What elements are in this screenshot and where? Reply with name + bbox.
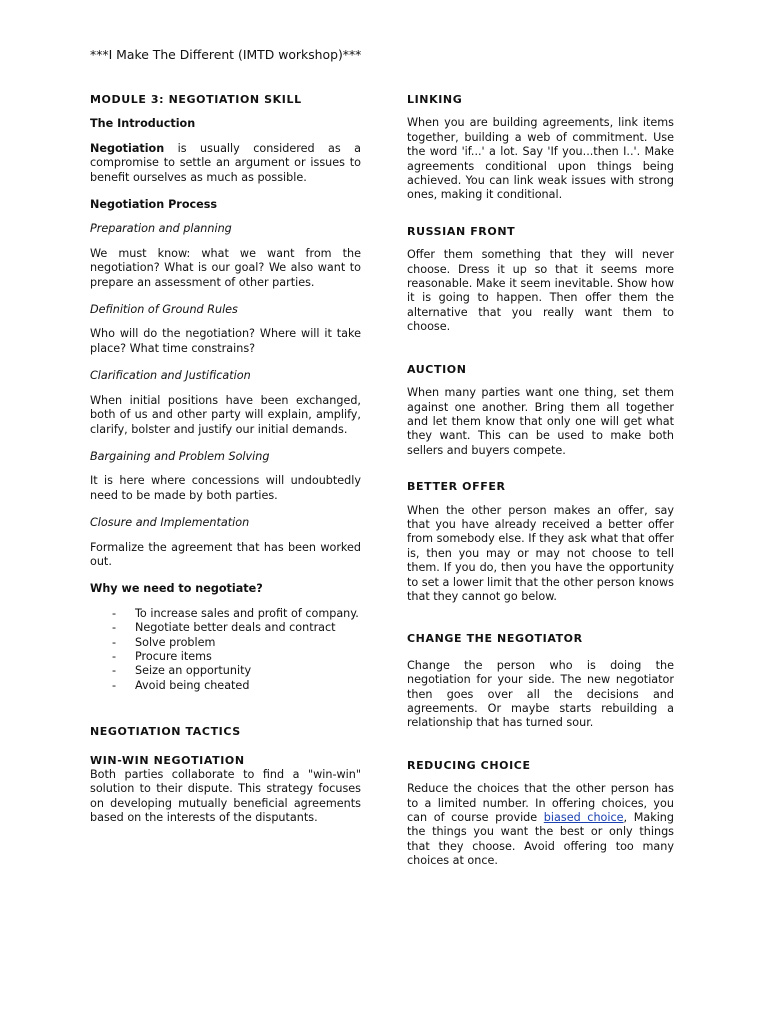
rules-text: Who will do the negotiation? Where will it take place? What time constrains? — [90, 327, 361, 355]
list-item: - Procure items — [112, 650, 361, 664]
better-offer-heading: BETTER OFFER — [407, 480, 506, 494]
winwin-heading: WIN-WIN NEGOTIATION — [90, 753, 245, 767]
intro-paragraph — [90, 142, 361, 185]
reducing-choice-text — [407, 782, 674, 868]
document-header: ***I Make The Different (IMTD workshop)*** — [90, 47, 362, 62]
left-column — [90, 93, 361, 839]
auction-text: When many parties want one thing, set them against one another. Bring them all together and let them know that only one will get what they want. This can be used to make both sellers and buyers compete. — [407, 386, 674, 457]
closure-text: Formalize the agreement that has been worked out. — [90, 540, 361, 568]
list-item: - To increase sales and profit of company. — [112, 607, 361, 621]
change-negotiator-heading: CHANGE THE NEGOTIATOR — [407, 632, 583, 646]
linking-heading: LINKING — [407, 93, 463, 106]
better-offer-text: When the other person makes an offer, say that you have already received a better offer from somebody else. If they ask what that offer is, then you may or may not choose to tell them. If you do, then you have the opportunity to set a lower limit that the other person knows that they cannot go below. — [407, 503, 675, 603]
intro-term: Negotiation — [90, 141, 165, 155]
prep-title: Preparation and planning — [90, 222, 232, 236]
winwin-text: Both parties collaborate to find a "win-win" solution to their dispute. This strategy focuses on developing mutually beneficial agreements based on the interests of the disputants. — [90, 768, 361, 825]
linking-text: When you are building agreements, link items together, building a web of commitment. Use the word 'if...' a lot. Say 'If you...then I..'. Make agreements conditional upon things being achieved. You can link weak issues with strong ones, making it conditional. — [407, 116, 674, 202]
clar-text: When initial positions have been exchanged, both of us and other party will explain, amplify, clarify, bolster and justify our initial demands. — [90, 393, 361, 436]
reducing-text-before: Reduce the choices that the other person has to a limited number. In offering choices, you can of course provide — [407, 782, 674, 825]
list-item: - Negotiate better deals and contract — [112, 621, 361, 635]
intro-text: is usually considered as a compromise to settle an argument or issues to benefit ourselves as much as possible. — [90, 141, 361, 184]
russian-front-text: Offer them something that they will never choose. Dress it up so that it seems more reasonable. Make it seem inevitable. Show how it is going to happen. Then offer them the alternative that you really want them to choose. — [407, 248, 674, 334]
reducing-text-after: , Making the things you want the best or only things that they choose. Avoid offering too many choices at once. — [407, 811, 674, 868]
barg-title: Bargaining and Problem Solving — [90, 449, 270, 463]
why-heading: Why we need to negotiate? — [90, 582, 263, 596]
list-item: - Seize an opportunity — [112, 664, 361, 678]
prep-text: We must know: what we want from the negotiation? What is our goal? We also want to prepare an assessment of other parties. — [90, 246, 361, 289]
barg-text: It is here where concessions will undoubtedly need to be made by both parties. — [90, 474, 361, 502]
tactics-heading: NEGOTIATION TACTICS — [90, 725, 241, 739]
closure-title: Closure and Implementation — [90, 516, 250, 530]
intro-heading: The Introduction — [90, 117, 196, 131]
clar-title: Clarification and Justification — [90, 369, 251, 383]
rules-title: Definition of Ground Rules — [90, 303, 238, 317]
auction-heading: AUCTION — [407, 362, 467, 376]
list-item: - Avoid being cheated — [112, 679, 361, 693]
module-title: MODULE 3: NEGOTIATION SKILL — [90, 93, 302, 106]
russian-front-heading: RUSSIAN FRONT — [407, 224, 516, 238]
change-negotiator-text: Change the person who is doing the negotiation for your side. The new negotiator then goes over all the decisions and agreements. Or maybe starts rebuilding a relationship that has turned sour. — [407, 658, 674, 730]
reasons-list — [90, 607, 361, 693]
list-item: - Solve problem — [112, 636, 361, 650]
reducing-choice-heading: REDUCING CHOICE — [407, 758, 531, 772]
biased-choice-link[interactable]: biased choice — [543, 811, 624, 825]
process-heading: Negotiation Process — [90, 198, 218, 212]
right-column — [407, 93, 674, 891]
